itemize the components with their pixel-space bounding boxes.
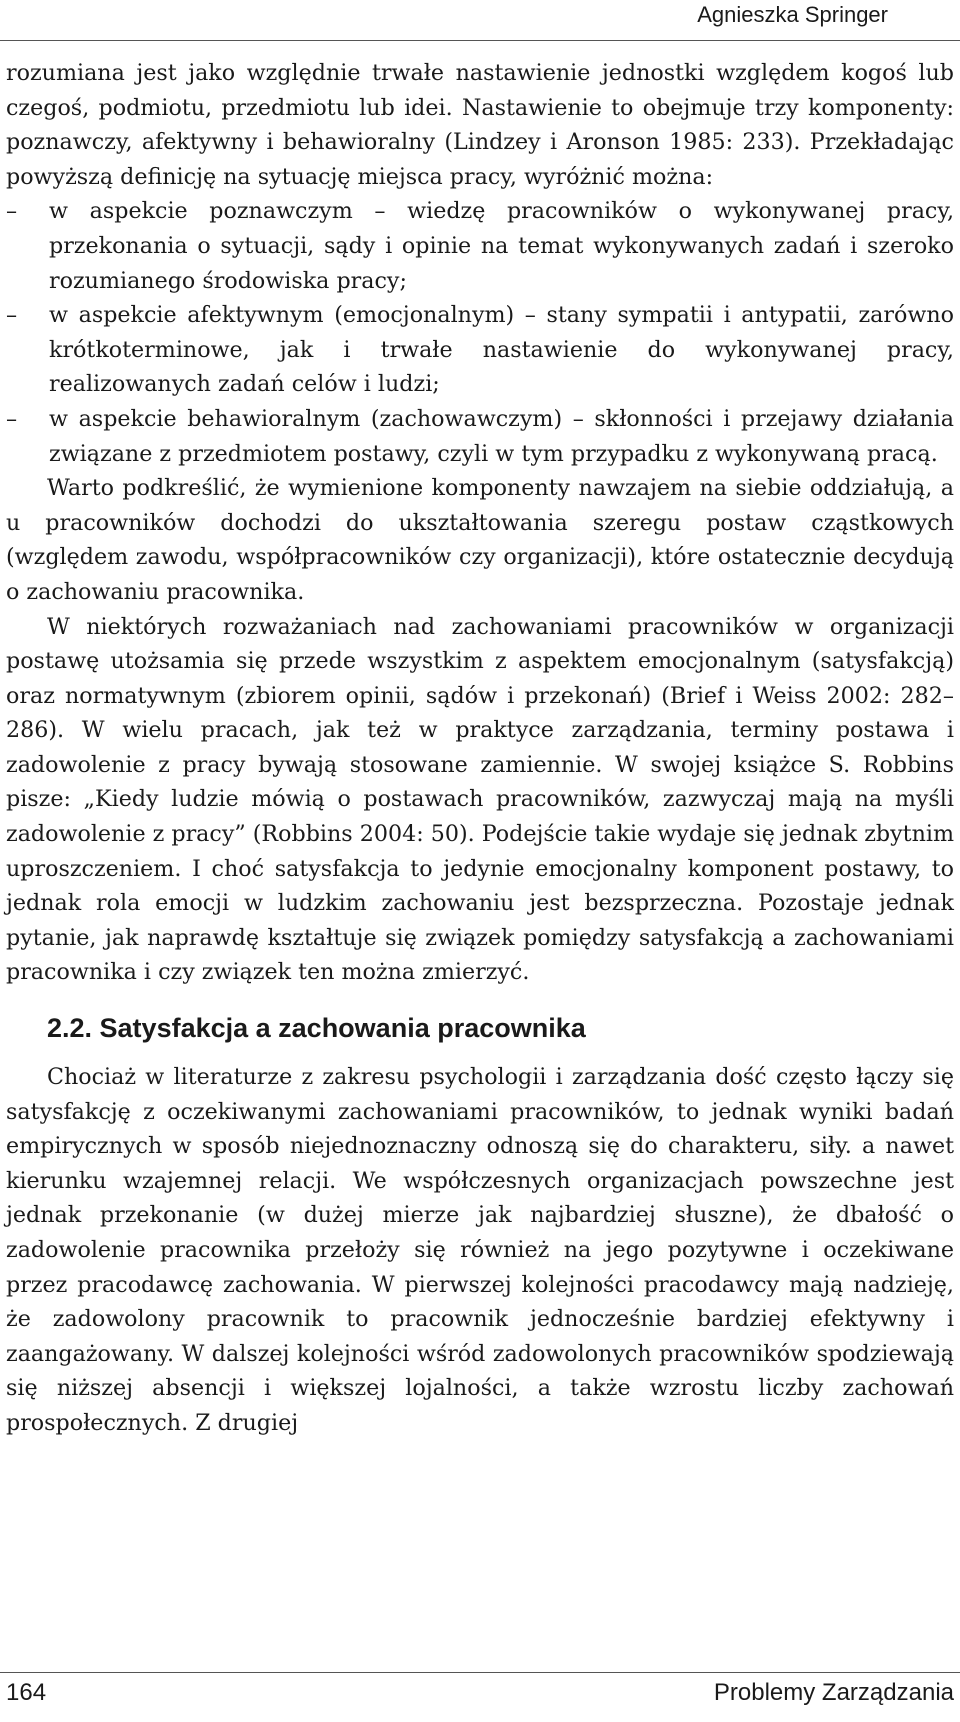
page-number: 164 — [6, 1679, 47, 1706]
list-item-text: w aspekcie behawioralnym (zachowawczym) – skłonności i przejawy działania związane z przedmiotem postawy, czyli w tym przypadku z wykonywaną pracą. — [49, 405, 954, 467]
header-author: Agnieszka Springer — [697, 2, 888, 27]
list-item — [6, 194, 954, 298]
dash-bullet: – — [6, 302, 18, 329]
page-content — [6, 56, 954, 1441]
dash-bullet: – — [6, 405, 18, 432]
paragraph-1: rozumiana jest jako względnie trwałe nastawienie jednostki względem kogoś lub czegoś, podmiotu, przedmiotu lub idei. Nastawienie to obejmuje trzy komponenty: poznawczy, afektywny i behawioralny (Lindzey i Aronson 1985: 233). Przekładając powyższą definicję na sytuację miejsca pracy, wyróżnić można: — [6, 60, 954, 190]
list-item — [6, 402, 954, 471]
list-item-text: w aspekcie afektywnym (emocjonalnym) – stany sympatii i antypatii, zarówno krótkoterminowe, jak i trwałe nastawienie do wykonywanej pracy, realizowanych zadań celów i ludzi; — [49, 302, 954, 398]
list-item — [6, 298, 954, 402]
paragraph-3: W niektórych rozważaniach nad zachowaniami pracowników w organizacji postawę utożsamia się przede wszystkim z aspektem emocjonalnym (satysfakcją) oraz normatywnym (zbiorem opinii, sądów i przekonań) (Brief i Weiss 2002: 282–286). W wielu pracach, jak też w praktyce zarządzania, terminy postawa i zadowolenie z pracy bywają stosowane zamiennie. W swojej książce S. Robbins pisze: „Kiedy ludzie mówią o postawach pracowników, zazwyczaj mają na myśli zadowolenie z pracy” (Robbins 2004: 50). Podejście takie wydaje się jednak zbytnim uproszczeniem. I choć satysfakcja to jedynie emocjonalny komponent postawy, to jednak rola emocji w ludzkim zachowaniu jest bezsprzeczna. Pozostaje jednak pytanie, jak naprawdę kształtuje się związek pomiędzy satysfakcją a zachowaniami pracownika i czy związek ten można zmierzyć. — [6, 613, 954, 986]
list-item-text: w aspekcie poznawczym – wiedzę pracowników o wykonywanej pracy, przekonania o sytuacji, sądy i opinie na temat wykonywanych zadań i szeroko rozumianego środowiska pracy; — [49, 198, 954, 294]
paragraph-4: Chociaż w literaturze z zakresu psychologii i zarządzania dość często łączy się satysfakcję z oczekiwanymi zachowaniami pracowników, to jednak wyniki badań empirycznych w sposób niejednoznaczny odnoszą się do charakteru, siły. a nawet kierunku wzajemnej relacji. We współczesnych organizacjach powszechne jest jednak przekonanie (w dużej mierze jak najbardziej słuszne), że dbałość o zadowolenie pracownika przełoży się również na jego pozytywne i oczekiwane przez pracodawcę zachowania. W pierwszej kolejności pracodawcy mają nadzieję, że zadowolony pracownik to pracownik jednocześnie bardziej efektywny i zaangażowany. W dalszej kolejności wśród zadowolonych pracowników spodziewają się niższej absencji i większej lojalności, a także wzrostu liczby zachowań prospołecznych. Z drugiej — [6, 1064, 954, 1436]
paragraph-2: Warto podkreślić, że wymienione komponenty nawzajem na siebie oddziałują, a u pracowników dochodzi do ukształtowania szeregu postaw cząstkowych (względem zawodu, współpracowników czy organizacji), które ostatecznie decydują o zachowaniu pracownika. — [6, 475, 954, 605]
components-list — [6, 194, 954, 471]
section-heading: 2.2. Satysfakcja a zachowania pracownika — [47, 1013, 586, 1044]
running-footer — [0, 1672, 960, 1722]
journal-title: Problemy Zarządzania — [713, 1679, 954, 1706]
running-header — [0, 0, 960, 41]
dash-bullet: – — [6, 198, 18, 225]
